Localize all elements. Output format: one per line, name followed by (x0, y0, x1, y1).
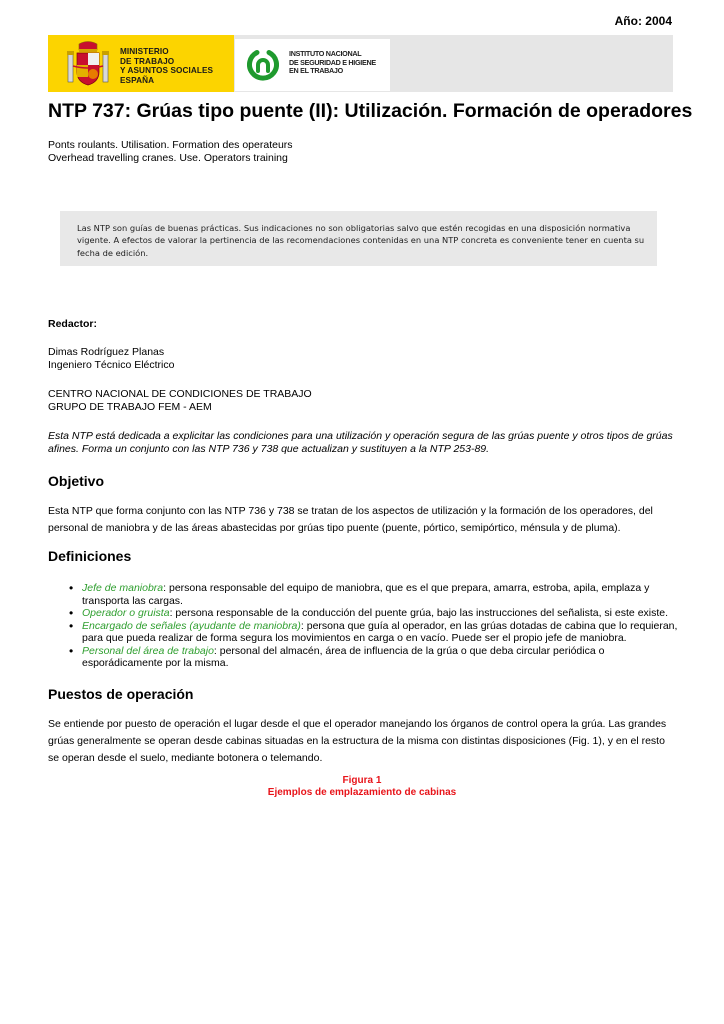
author-title: Ingeniero Técnico Eléctrico (48, 359, 175, 371)
puestos-text: Se entiende por puesto de operación el lugar desde el que el operador manejando los órganos de control opera la grúa. Las grandes grúas generalmente se operan desde cabinas situadas en la estructura de la misma con distintas disposiciones (Fig. 1), y en el resto se operan desde el suelo, mediante botonera o telemando. (48, 718, 667, 764)
list-item (48, 620, 678, 645)
subtitle-english: Overhead travelling cranes. Use. Operators training (48, 152, 288, 164)
ministry-logo-line: ESPAÑA (120, 75, 155, 85)
definition-text: : persona responsable del equipo de maniobra, que es el que prepara, amarra, estroba, apila, emplaza y transporta las cargas. (82, 582, 650, 607)
objetivo-text: Esta NTP que forma conjunto con las NTP 736 y 738 se tratan de los aspectos de utilización y la formación de los operadores, del personal de maniobra y de las áreas abastecidas por grúas tipo puente (puente, pórtico, semipórtico, ménsula y de pluma). (48, 505, 653, 534)
organization-line: CENTRO NACIONAL DE CONDICIONES DE TRABAJO (48, 388, 312, 400)
subtitles (48, 139, 293, 165)
section-heading-puestos: Puestos de operación (48, 686, 194, 702)
year-label: Año: 2004 (614, 14, 672, 28)
figure-title: Ejemplos de emplazamiento de cabinas (267, 787, 457, 798)
bullet-icon: • (69, 643, 74, 658)
definition-term: Jefe de maniobra (82, 582, 164, 594)
abstract: Esta NTP está dedicada a explicitar las condiciones para una utilización y operación segura de las grúas puente y otros tipos de grúas afines. Forma un conjunto con las NTP 736 y 738 que actualizan y sustituyen a la NTP 253-89. (48, 430, 673, 455)
list-item (48, 645, 678, 670)
subtitle-french: Ponts roulants. Utilisation. Formation des operateurs (48, 139, 293, 151)
editor-label: Redactor: (48, 318, 98, 330)
list-item (48, 607, 678, 620)
definition-text: : persona que guía al operador, en las grúas dotadas de cabina que lo requieran, para que pueda realizar de forma segura los movimientos en carga o en vacío. Puede ser el propio jefe de maniobra. (82, 619, 678, 644)
institute-logo-line: INSTITUTO NACIONAL (289, 49, 362, 58)
bullet-icon: • (69, 618, 74, 633)
organization-line: GRUPO DE TRABAJO FEM - AEM (48, 401, 212, 413)
definition-text: : persona responsable de la conducción del puente grúa, bajo las instrucciones del señalista, si este existe. (169, 607, 669, 619)
ministry-logo-line: DE TRABAJO (120, 56, 175, 66)
institute-logo-line: EN EL TRABAJO (289, 66, 343, 76)
institute-logo-text (289, 50, 376, 76)
ministry-logo-line: MINISTERIO (120, 47, 169, 56)
definitions-list (48, 582, 678, 670)
organization-block (48, 388, 678, 414)
definition-term: Personal del área de trabajo (82, 644, 214, 657)
section-heading-definiciones: Definiciones (48, 548, 132, 564)
coat-of-arms-icon (65, 40, 111, 88)
institute-logo-line: DE SEGURIDAD E HIGIENE (289, 57, 376, 67)
author-name: Dimas Rodríguez Planas (48, 346, 165, 358)
definition-term: Encargado de señales (ayudante de maniobra) (82, 619, 301, 632)
ministry-logo (48, 35, 234, 92)
section-heading-objetivo: Objetivo (48, 473, 105, 489)
ministry-logo-line: Y ASUNTOS SOCIALES (120, 66, 214, 76)
definition-text: : personal del almacén, área de influencia de la grúa o que deba circular periódica o esporádicamente por la misma. (82, 644, 605, 669)
bullet-icon: • (69, 581, 74, 595)
author-block (48, 346, 678, 372)
disclaimer-box (60, 211, 657, 266)
bullet-icon: • (69, 606, 74, 620)
page-title: NTP 737: Grúas tipo puente (II): Utilización. Formación de operadores (48, 100, 693, 122)
insht-ring-icon (247, 49, 279, 81)
figure-caption (0, 775, 724, 799)
figure-label: Figura 1 (342, 775, 382, 786)
institute-logo (235, 39, 390, 91)
ministry-logo-text (120, 47, 213, 85)
definition-term: Operador o gruista (82, 607, 170, 619)
disclaimer-text: Las NTP son guías de buenas prácticas. Sus indicaciones no son obligatorias salvo que estén recogidas en una disposición normativa vigente. A efectos de valorar la pertinencia de las recomendaciones contenidas en una NTP concreta es conveniente tener en cuenta su fecha de edición. (77, 223, 645, 258)
list-item (48, 582, 678, 607)
